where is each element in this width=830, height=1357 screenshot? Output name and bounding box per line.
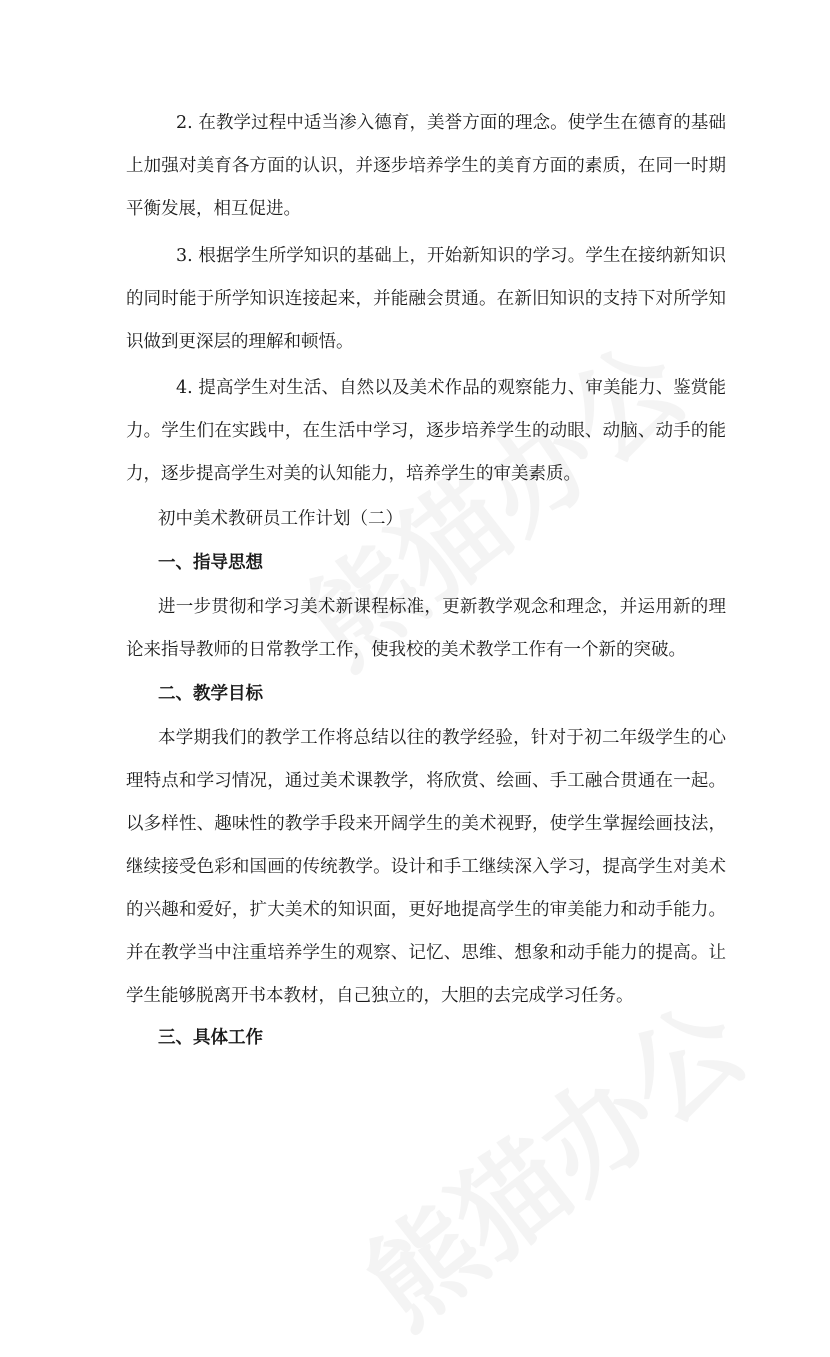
document-subtitle: 初中美术教研员工作计划（二）: [158, 509, 403, 529]
heading-specific-work: 三、具体工作: [158, 1028, 263, 1048]
item3-line-2: 的同时能于所学知识连接起来，并能融会贯通。在新旧知识的支持下对所学知: [126, 289, 726, 309]
para2-line-4: 继续接受色彩和国画的传统教学。设计和手工继续深入学习，提高学生对美术: [126, 857, 726, 877]
para2-line-3: 以多样性、趣味性的教学手段来开阔学生的美术视野，使学生掌握绘画技法，: [126, 814, 726, 834]
para2-line-7: 学生能够脱离开书本教材，自己独立的，大胆的去完成学习任务。: [126, 986, 634, 1006]
heading-guiding-ideology: 一、指导思想: [158, 553, 263, 573]
watermark-bottom: [328, 961, 772, 1356]
para2-line-1: 本学期我们的教学工作将总结以往的教学经验，针对于初二年级学生的心: [158, 728, 726, 748]
item4-line-2: 力。学生们在实践中，在生活中学习，逐步培养学生的动眼、动脑、动手的能: [126, 421, 726, 441]
para1-line-1: 进一步贯彻和学习美术新课程标准，更新教学观念和理念，并运用新的理: [158, 597, 726, 617]
para2-line-2: 理特点和学习情况，通过美术课教学，将欣赏、绘画、手工融合贯通在一起。: [126, 771, 726, 791]
item4-line-1: 4. 提高学生对生活、自然以及美术作品的观察能力、审美能力、鉴赏能: [176, 378, 726, 398]
item3-line-1: 3. 根据学生所学知识的基础上，开始新知识的学习。学生在接纳新知识: [176, 246, 726, 266]
item4-line-3: 力，逐步提高学生对美的认知能力，培养学生的审美素质。: [126, 464, 581, 484]
item2-line-1: 2. 在教学过程中适当渗入德育，美誉方面的理念。使学生在德育的基础: [176, 113, 726, 133]
item2-line-2: 上加强对美育各方面的认识，并逐步培养学生的美育方面的素质，在同一时期: [126, 156, 726, 176]
item3-line-3: 识做到更深层的理解和顿悟。: [126, 332, 354, 352]
para2-line-6: 并在教学当中注重培养学生的观察、记忆、思维、想象和动手能力的提高。让: [126, 943, 726, 963]
para1-line-2: 论来指导教师的日常教学工作，使我校的美术教学工作有一个新的突破。: [126, 640, 686, 660]
para2-line-5: 的兴趣和爱好，扩大美术的知识面，更好地提高学生的审美能力和动手能力。: [126, 900, 726, 920]
item2-line-3: 平衡发展，相互促进。: [126, 199, 301, 219]
heading-teaching-goals: 二、教学目标: [158, 684, 263, 704]
